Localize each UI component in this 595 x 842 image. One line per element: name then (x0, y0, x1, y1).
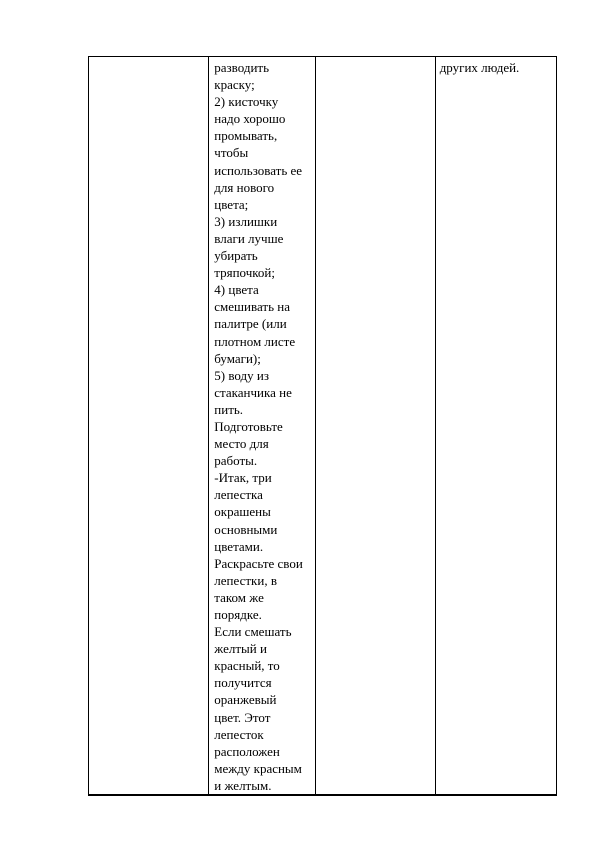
table-cell-stage (89, 57, 209, 796)
cell-text-student-activity (316, 57, 434, 59)
cell-text-stage (89, 57, 208, 59)
cell-text-teacher-activity: разводить краску; 2) кисточку надо хорошо промывать, чтобы использовать ее для нового цвета; 3) излишки влаги лучше убирать тряпочкой; 4) цвета смешивать на палитре (или плотном листе бумаги); 5) воду из стаканчика не пить. Подготовьте место для работы. -Итак, три лепестка окрашены основными цветами. Раскрасьте свои лепестки, в таком же порядке. Если смешать желтый и красный, то получится оранжевый цвет. Этот лепесток расположен между красным и желтым. (214, 60, 303, 793)
table-row (89, 57, 557, 796)
cell-text-outcomes: других людей. (439, 60, 520, 75)
lesson-plan-table (88, 56, 557, 796)
table-cell-student-activity (316, 57, 435, 796)
table-cell-outcomes (435, 57, 556, 796)
table-cell-teacher-activity (209, 57, 316, 796)
